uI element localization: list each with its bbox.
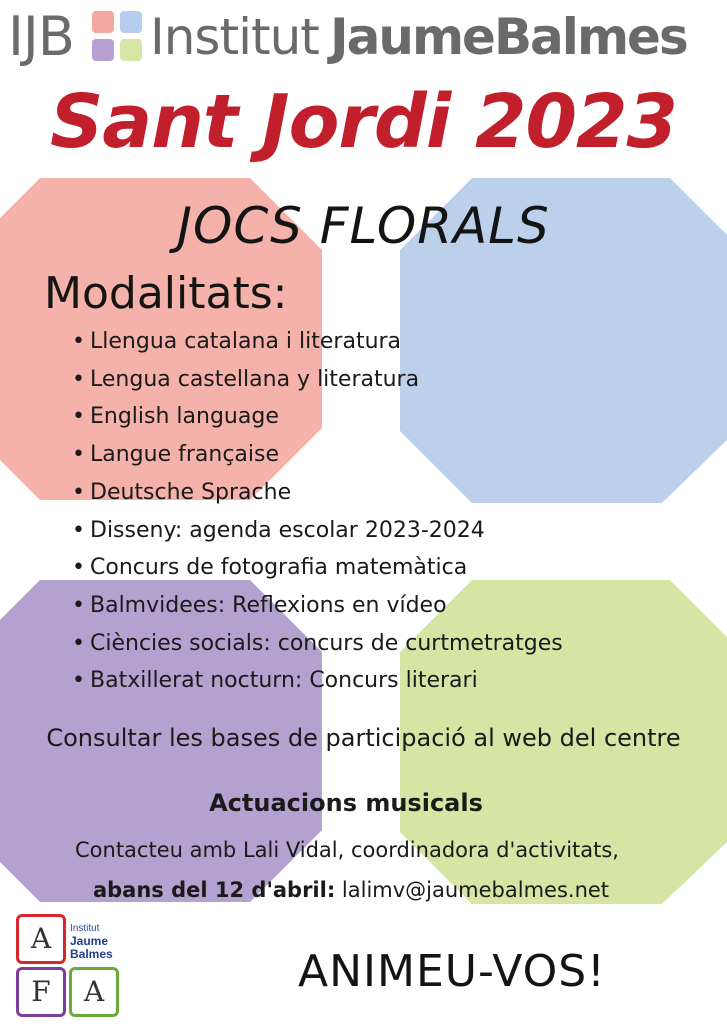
logo-institut: Institut [150, 8, 319, 66]
contact-line: Contacteu amb Lali Vidal, coordinadora d'activitats, [75, 838, 619, 862]
deadline-text: abans del 12 d'abril: [92, 878, 336, 902]
afa-letter-f: F [16, 967, 66, 1017]
list-item: • Disseny: agenda escolar 2023-2024 [72, 517, 485, 543]
afa-logo-text: Institut Jaume Balmes [70, 923, 113, 961]
closing-slogan: ANIMEU-VOS! [298, 946, 606, 997]
list-item: • Lengua castellana y literatura [72, 366, 420, 392]
school-logo [8, 4, 720, 70]
logo-squares-icon [92, 11, 144, 63]
logo-initials: IJB [8, 5, 74, 68]
list-item: • English language [72, 404, 279, 430]
event-title: Sant Jordi 2023 [50, 79, 677, 165]
logo-school-name: JaumeBalmes [330, 8, 687, 66]
afa-letter-a: A [16, 914, 66, 964]
list-item: • Deutsche Sprache [72, 479, 292, 505]
deadline-line [0, 874, 702, 906]
list-item: • Ciències socials: concurs de curtmetratges [72, 630, 563, 656]
list-item: • Llengua catalana i literatura [72, 329, 402, 354]
event-subtitle: JOCS FLORALS [177, 197, 550, 255]
modalities-heading: Modalitats: [44, 268, 288, 319]
consult-rules-text: Consultar les bases de participació al web del centre [46, 724, 681, 752]
list-item: • Concurs de fotografia matemàtica [72, 555, 468, 581]
modalities-list [70, 323, 563, 700]
contact-email: lalimv@jaumebalmes.net [335, 878, 610, 902]
music-heading: Actuacions musicals [209, 789, 483, 817]
afa-logo [14, 912, 124, 1020]
list-item: • Balmvidees: Reflexions en vídeo [72, 592, 447, 618]
afa-letter-a2: A [69, 967, 119, 1017]
list-item: • Batxillerat nocturn: Concurs literari [72, 668, 478, 694]
list-item: • Langue française [72, 442, 280, 468]
